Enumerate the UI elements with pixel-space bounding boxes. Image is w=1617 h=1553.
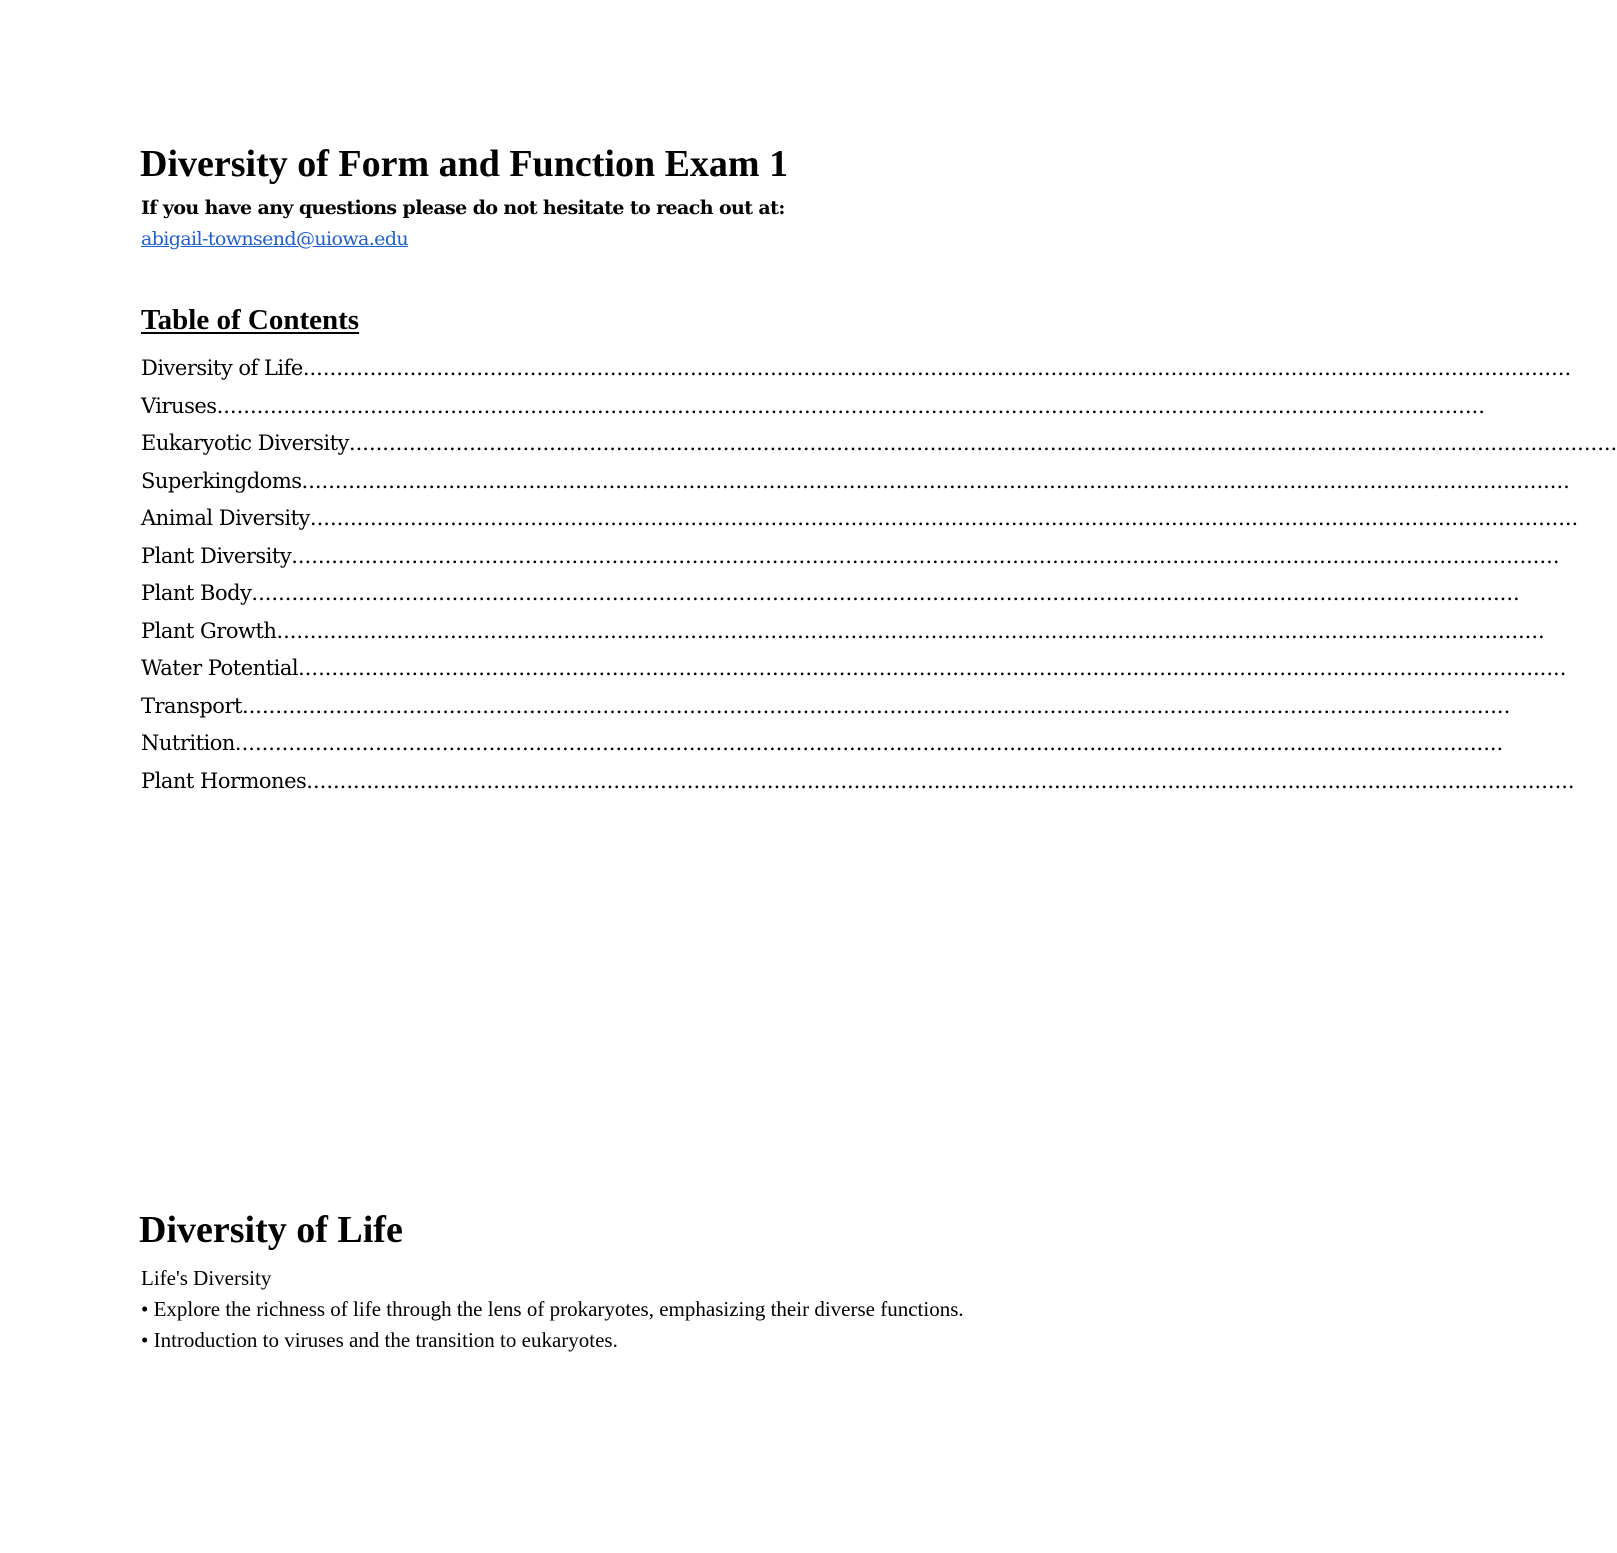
toc-leader-dots: .............................................................................................................................................................................................. [241, 693, 1511, 718]
toc-item-label: Eukaryotic Diversity [141, 431, 349, 455]
toc-leader-dots: .............................................................................................................................................................................................. [301, 468, 1570, 493]
toc-leader-dots: .............................................................................................................................................................................................. [234, 731, 1504, 755]
toc-leader-dots: .............................................................................................................................................................................................. [276, 618, 1545, 643]
toc-item-nutrition[interactable] [141, 727, 1504, 765]
toc-item-transport[interactable] [141, 690, 1511, 728]
toc-item-water-potential[interactable] [141, 652, 1567, 690]
toc-item-label: Animal Diversity [141, 506, 310, 530]
toc-item-label: Plant Diversity [141, 543, 292, 568]
section-heading: Diversity of Life [139, 1209, 403, 1251]
toc-item-plant-body[interactable] [141, 577, 1520, 615]
section-subtitle: Life's Diversity [141, 1266, 272, 1290]
toc-leader-dots: .............................................................................................................................................................................................. [302, 356, 1572, 380]
toc-leader-dots: .............................................................................................................................................................................................. [348, 431, 1617, 455]
toc-item-label: Viruses [141, 393, 217, 418]
toc-leader-dots: .............................................................................................................................................................................................. [216, 393, 1485, 418]
contact-email-link[interactable]: abigail-townsend@uiowa.edu [141, 228, 409, 250]
toc-leader-dots: .............................................................................................................................................................................................. [298, 656, 1567, 680]
toc-leader-dots: .............................................................................................................................................................................................. [309, 506, 1579, 530]
toc-item-plant-growth[interactable] [141, 615, 1545, 653]
section-bullet: • Introduction to viruses and the transition to eukaryotes. [141, 1328, 618, 1352]
section-bullet: • Explore the richness of life through the lens of prokaryotes, emphasizing their diverse functions. [141, 1297, 964, 1321]
toc-item-label: Plant Body [141, 581, 252, 605]
table-of-contents [141, 352, 1617, 802]
toc-item-label: Diversity of Life [141, 356, 303, 380]
toc-item-plant-diversity[interactable] [141, 540, 1560, 578]
document-title: Diversity of Form and Function Exam 1 [140, 143, 789, 185]
toc-item-diversity-of-life[interactable] [141, 352, 1572, 390]
toc-leader-dots: .............................................................................................................................................................................................. [291, 543, 1560, 568]
toc-heading: Table of Contents [141, 304, 360, 336]
toc-item-label: Plant Growth [141, 618, 277, 643]
toc-leader-dots: .............................................................................................................................................................................................. [251, 581, 1520, 605]
toc-item-plant-hormones[interactable] [141, 765, 1575, 803]
toc-item-superkingdoms[interactable] [141, 465, 1570, 503]
toc-item-label: Water Potential [141, 656, 299, 680]
toc-item-label: Superkingdoms [141, 468, 302, 493]
toc-leader-dots: .............................................................................................................................................................................................. [306, 768, 1575, 793]
contact-text: If you have any questions please do not hesitate to reach out at: [141, 197, 785, 219]
toc-item-viruses[interactable] [141, 390, 1485, 428]
toc-item-label: Plant Hormones [141, 768, 307, 793]
toc-item-label: Transport [141, 693, 242, 718]
section-body [141, 1263, 1001, 1356]
toc-item-animal-diversity[interactable] [141, 502, 1579, 540]
toc-item-eukaryotic-diversity[interactable] [141, 427, 1617, 465]
toc-item-label: Nutrition [141, 731, 235, 755]
